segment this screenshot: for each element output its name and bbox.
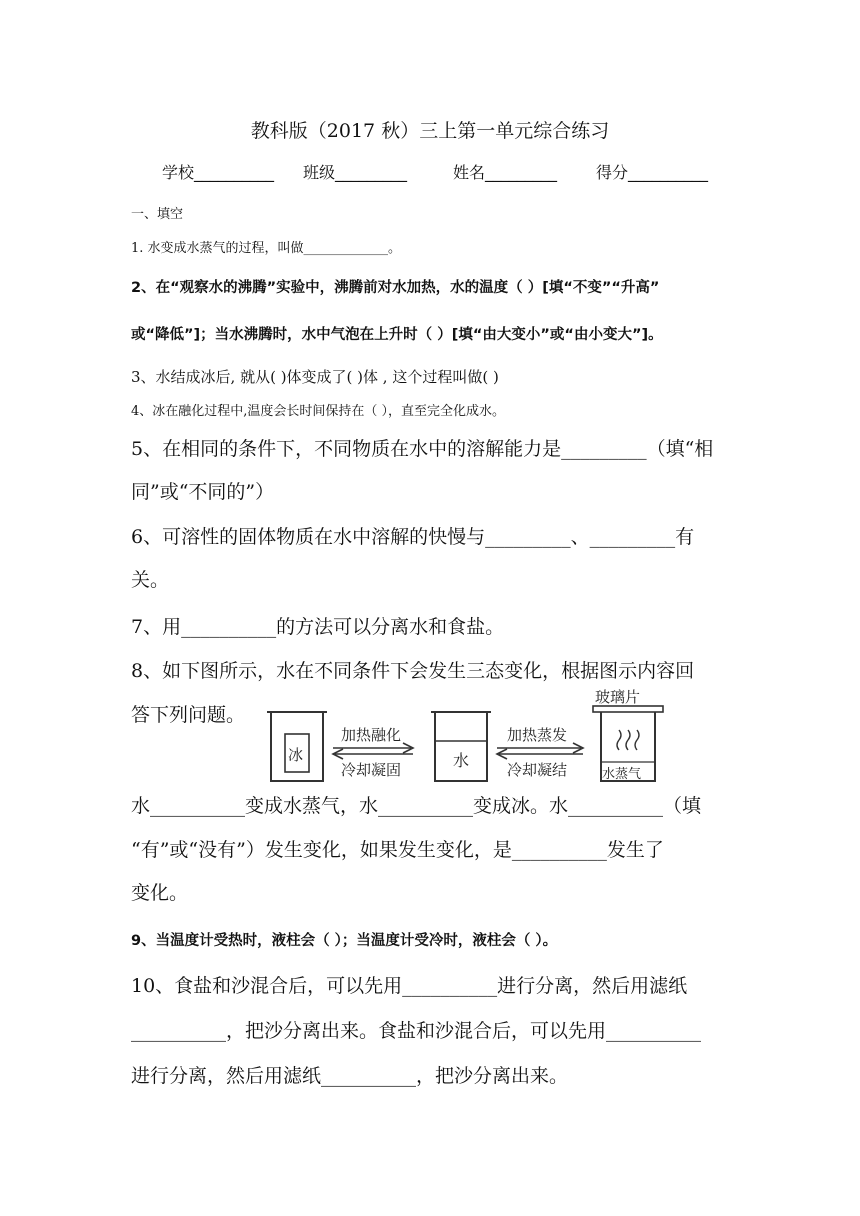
- info-school: 学校__________: [162, 163, 275, 182]
- section-heading: 一、填空: [131, 207, 184, 222]
- question-5-line-2: 同”或“不同的”）: [131, 481, 275, 503]
- question-8-line-3: 水__________变成水蒸气，水__________变成冰。水__________（填: [131, 795, 702, 817]
- question-8-line-1: 8、如下图所示，水在不同条件下会发生三态变化，根据图示内容回: [131, 660, 695, 682]
- steam-wave-1: [617, 730, 621, 750]
- question-1: 1. 水变成水蒸气的过程，叫做_____________。: [131, 241, 402, 256]
- arrow2-bottom-label: 冷却凝结: [507, 761, 568, 779]
- arrow1-top-label: 加热融化: [341, 726, 402, 744]
- question-5-line-1: 5、在相同的条件下，不同物质在水中的溶解能力是_________（填“相: [131, 438, 714, 460]
- info-name: 姓名_________: [453, 163, 558, 182]
- glass-plate: [593, 706, 663, 712]
- question-2-line-1: 2、在“观察水的沸腾”实验中，沸腾前对水加热，水的温度（ ）[填“不变”“升高”: [131, 280, 660, 296]
- page-title: 教科版（2017 秋）三上第一单元综合练习: [250, 120, 610, 142]
- question-7: 7、用__________的方法可以分离水和食盐。: [131, 616, 505, 638]
- state-change-figure: [263, 688, 675, 788]
- question-8-line-2: 答下列问题。: [131, 704, 246, 726]
- beaker-water: [431, 712, 491, 781]
- question-10-line-1: 10、食盐和沙混合后，可以先用__________进行分离，然后用滤纸: [131, 975, 688, 997]
- steam-wave-2: [626, 730, 630, 750]
- question-2-line-2: 或“降低”]；当水沸腾时，水中气泡在上升时（ ）[填“由大变小”或“由小变大”]。: [131, 327, 663, 343]
- steam-label: 水蒸气: [602, 767, 642, 782]
- question-9: 9、当温度计受热时，液柱会（ ）；当温度计受冷时，液柱会（ ）。: [131, 933, 558, 949]
- steam-wave-3: [635, 730, 639, 750]
- question-4: 4、冰在融化过程中,温度会长时间保持在（ ），直至完全化成水。: [131, 404, 506, 419]
- arrow2-top-label: 加热蒸发: [507, 726, 568, 744]
- question-10-line-3: 进行分离，然后用滤纸__________，把沙分离出来。: [131, 1065, 569, 1087]
- question-6-line-2: 关。: [131, 569, 170, 591]
- water-label: 水: [453, 751, 470, 770]
- info-score: 得分__________: [596, 163, 709, 182]
- ice-label: 冰: [288, 746, 304, 764]
- question-8-line-4: “有”或“没有”）发生变化，如果发生变化，是__________发生了: [131, 839, 664, 861]
- question-8-line-5: 变化。: [131, 882, 189, 904]
- arrow1-bottom-label: 冷却凝固: [341, 761, 402, 779]
- info-class: 班级_________: [303, 163, 408, 182]
- question-3: 3、水结成冰后, 就从( )体变成了( )体 , 这个过程叫做( ): [131, 368, 499, 386]
- question-6-line-1: 6、可溶性的固体物质在水中溶解的快慢与_________、_________有: [131, 526, 695, 548]
- glass-label: 玻璃片: [595, 688, 641, 706]
- question-10-line-2: __________，把沙分离出来。食盐和沙混合后，可以先用__________: [131, 1020, 702, 1042]
